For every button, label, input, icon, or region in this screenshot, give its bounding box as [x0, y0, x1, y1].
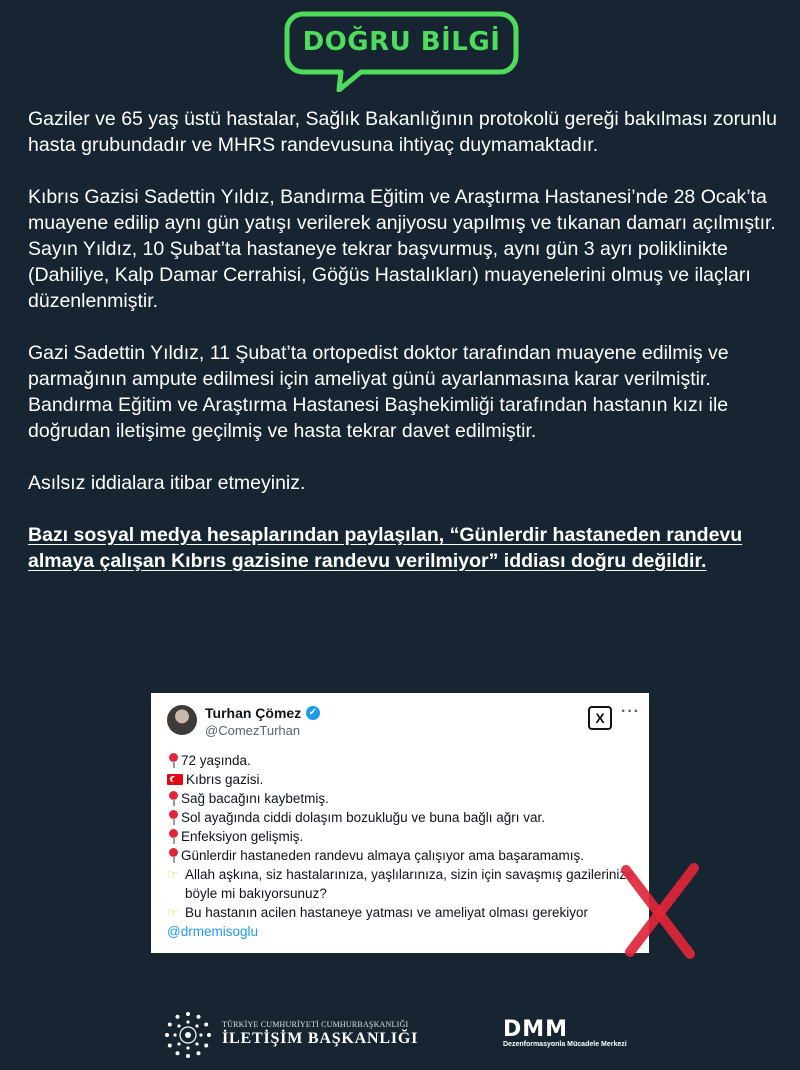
tweet-line: Enfeksiyon gelişmiş. — [167, 827, 642, 846]
paragraph-2: Kıbrıs Gazisi Sadettin Yıldız, Bandırma Eğitim ve Araştırma Hastanesi’nde 28 Ocak’ta muayene edilip aynı gün yatışı verilerek anjiyosu yapılmış ve tıkanan damarı açılmıştır. Sayın Yıldız, 10 Şubat’ta hastaneye tekrar başvurmuş, aynı gün 3 ayrı poliklinikte (Dahiliye, Kalp Damar Cerrahisi, Göğüs Hastalıkları) muayenelerini olmuş ve ilaçları düzenlenmiştir. — [28, 186, 776, 312]
government-emblem-icon — [163, 1010, 213, 1060]
paragraph-3: Gazi Sadettin Yıldız, 11 Şubat’ta ortopedist doktor tarafından muayene edilmiş ve parmağının ampute edilmesi için ameliyat günü ayarlanmasına karar verilmiştir. Bandırma Eğitim ve Araştırma Hastanesi Başhekimliği tarafından hastanın kızı ile doğrudan iletişime geçilmiş ve hasta tekrar davet edilmiştir. — [28, 342, 729, 442]
paragraph-1: Gaziler ve 65 yaş üstü hastalar, Sağlık Bakanlığının protokolü gereği bakılması zorunlu hasta grubundadır ve MHRS randevusuna ihtiyaç duymamaktadır. — [28, 108, 777, 156]
truth-badge — [283, 10, 520, 92]
tweet-screenshot — [151, 693, 649, 953]
tweet-line: Günlerdir hastaneden randevu almaya çalışıyor ama başaramamış. — [167, 846, 642, 865]
dmm-subtitle: Dezenformasyonla Mücadele Merkezi — [503, 1041, 627, 1048]
pin-icon — [167, 751, 181, 769]
tweet-line: Sol ayağında ciddi dolaşım bozukluğu ve buna bağlı ağrı var. — [167, 808, 642, 827]
gov-title: İLETİŞİM BAŞKANLIĞI — [222, 1030, 419, 1047]
tweet-author-name: Turhan Çömez — [205, 705, 302, 721]
main-content — [28, 106, 780, 574]
paragraph-4: Asılsız iddialara itibar etmeyiniz. — [28, 472, 306, 494]
pointing-hand-icon: ☞ — [167, 867, 179, 882]
tweet-author-handle: @ComezTurhan — [205, 723, 301, 738]
verified-badge-icon: ✓ — [306, 706, 320, 720]
claim-statement: Bazı sosyal medya hesaplarından paylaşılan, “Günlerdir hastaneden randevu almaya çalışan Kıbrıs gazisine randevu verilmiyor” iddiası doğru değildir. — [28, 524, 743, 572]
pointing-hand-icon: ☞ — [167, 905, 179, 920]
pin-icon — [167, 827, 181, 845]
avatar — [167, 705, 197, 735]
dmm-logo: DMM — [503, 1017, 569, 1042]
tweet-line: 72 yaşında. — [167, 751, 642, 770]
tweet-line: ☞ Allah aşkına, siz hastalarınıza, yaşlılarınıza, sizin için savaşmış gazilerinize böyle mi bakıyorsunuz? — [167, 867, 634, 901]
tweet-line: Sağ bacağını kaybetmiş. — [167, 789, 642, 808]
tweet-body — [167, 751, 642, 941]
x-logo-icon: X — [588, 706, 612, 730]
pin-icon — [167, 808, 181, 826]
gov-subtitle: TÜRKİYE CUMHURİYETİ CUMHURBAŞKANLIĞI — [222, 1020, 409, 1029]
pin-icon — [167, 789, 181, 807]
flag-icon — [167, 774, 183, 785]
tweet-line: Kıbrıs gazisi. — [167, 770, 642, 789]
red-cross-icon — [616, 862, 702, 962]
tweet-mention[interactable]: @drmemisoglu — [167, 924, 258, 939]
tweet-line: ☞ Bu hastanın acilen hastaneye yatması ve ameliyat olması gerekiyor — [167, 905, 588, 920]
badge-label: DOĞRU BİLGİ — [302, 27, 501, 57]
pin-icon — [167, 846, 181, 864]
more-options-icon: ··· — [621, 703, 640, 720]
